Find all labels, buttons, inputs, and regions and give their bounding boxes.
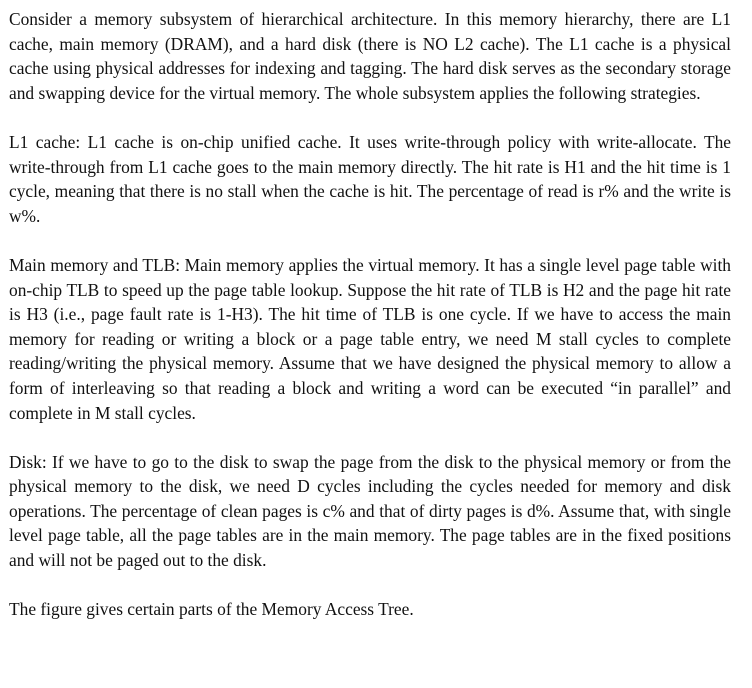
paragraph-figure-note: The figure gives certain parts of the Memory Access Tree. xyxy=(9,599,414,620)
paragraph-disk: Disk: If we have to go to the disk to swap the page from the disk to the physical memory or from the physical memory to the disk, we need D cycles including the cycles needed for memory and disk operations. The percentage of clean pages is c% and that of dirty pages is d%. Assume that, with single level page table, all the page tables are in the main memory. The page tables are in the fixed positions and will not be paged out to the disk. xyxy=(9,451,731,571)
paragraph-l1-cache: L1 cache: L1 cache is on-chip unified cache. It uses write-through policy with write-allocate. The write-through from L1 cache goes to the main memory directly. The hit rate is H1 and the hit time is 1 cycle, meaning that there is no stall when the cache is hit. The percentage of read is r% and the write is w%. xyxy=(9,131,731,226)
paragraph-intro: Consider a memory subsystem of hierarchical architecture. In this memory hierarchy, there are L1 cache, main memory (DRAM), and a hard disk (there is NO L2 cache). The L1 cache is a physical cache using physical addresses for indexing and tagging. The hard disk serves as the secondary storage and swapping device for the virtual memory. The whole subsystem applies the following strategies. xyxy=(9,9,731,103)
paragraph-main-memory-tlb: Main memory and TLB: Main memory applies the virtual memory. It has a single level page table with on-chip TLB to speed up the page table lookup. Suppose the hit rate of TLB is H2 and the page hit rate is H3 (i.e., page fault rate is 1-H3). The hit time of TLB is one cycle. If we have to access the main memory for reading or writing a block or a page table entry, we need M stall cycles to complete reading/writing the physical memory. Assume that we have designed the physical memory to allow a form of interleaving so that reading a block and writing a word can be executed “in parallel” and complete in M stall cycles. xyxy=(9,254,731,423)
